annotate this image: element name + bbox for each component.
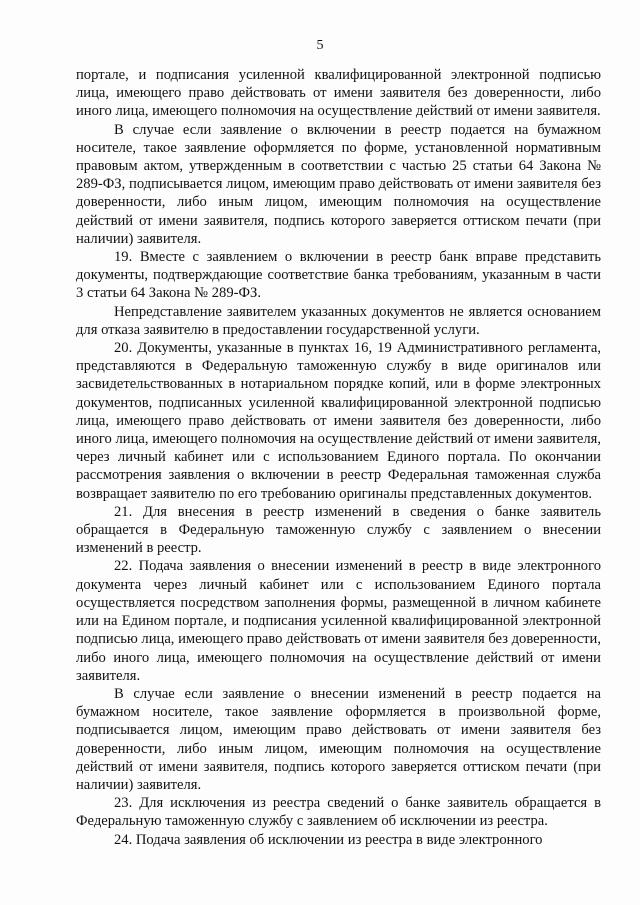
paragraph-24: 24. Подача заявления об исключении из реестра в виде электронного (114, 831, 543, 848)
paragraph-21: 21. Для внесения в реестр изменений в сведения о банке заявитель обращается в Федеральную таможенную службу с заявлением о внесении изменений в реестр. (76, 503, 601, 557)
page-number: 5 (316, 38, 324, 53)
paragraph-19: 19. Вместе с заявлением о включении в реестр банк вправе представить документы, подтверждающие соответствие банка требованиям, указанным в части 3 статьи 64 Закона № 289-ФЗ. (76, 249, 601, 302)
paragraph-paper-application: В случае если заявление о включении в реестр подается на бумажном носителе, такое заявление оформляется по форме, установленной нормативным правовым актом, утвержденным в соответствии с частью 25 статьи 64 Закона № 289-ФЗ, подписывается лицом, имеющим право действовать от имени заявителя без доверенности, либо иным лицом, имеющим полномочия на осуществление действий от имени заявителя, подпись которого заверяется оттиском печати (при наличии) заявителя. (76, 121, 601, 247)
paragraph-20: 20. Документы, указанные в пунктах 16, 19 Административного регламента, представляются в Федеральную таможенную службу в виде оригиналов или засвидетельствованных в нотариальном порядке копий, или в форме электронных документов, подписанных усиленной квалифицированной электронной подписью лица, имеющего право действовать от имени заявителя без доверенности, либо иного лица, имеющего полномочия на осуществление действий от имени заявителя, через личный кабинет или с использованием Единого портала. По окончании рассмотрения заявления о включении в реестр Федеральная таможенная служба возвращает заявителю по его требованию оригиналы представленных документов. (76, 340, 601, 502)
paragraph-continuation: портале, и подписания усиленной квалифицированной электронной подписью лица, имеющего право действовать от имени заявителя без доверенности, либо иного лица, имеющего полномочия на осуществление действий от имени заявителя. (76, 67, 601, 120)
paragraph-non-submission: Непредставление заявителем указанных документов не является основанием для отказа заявителю в предоставлении государственной услуги. (76, 303, 601, 338)
document-body (76, 66, 601, 849)
paragraph-23: 23. Для исключения из реестра сведений о банке заявитель обращается в Федеральную таможенную службу с заявлением об исключении из реестра. (76, 795, 601, 830)
paragraph-22: 22. Подача заявления о внесении изменений в реестр в виде электронного документа через личный кабинет или с использованием Единого портала осуществляется посредством заполнения формы, размещенной в личном кабинете или на Едином портале, и подписания усиленной квалифицированной электронной подписью лица, имеющего право действовать от имени заявителя без доверенности, либо иного лица, имеющего полномочия на осуществление действий от имени заявителя. (76, 558, 602, 684)
paragraph-paper-changes: В случае если заявление о внесении изменений в реестр подается на бумажном носителе, такое заявление оформляется в произвольной форме, подписывается лицом, имеющим право действовать от имени заявителя без доверенности, либо иным лицом, имеющим полномочия на осуществление действий от имени заявителя, подпись которого заверяется оттиском печати (при наличии) заявителя. (76, 685, 601, 793)
